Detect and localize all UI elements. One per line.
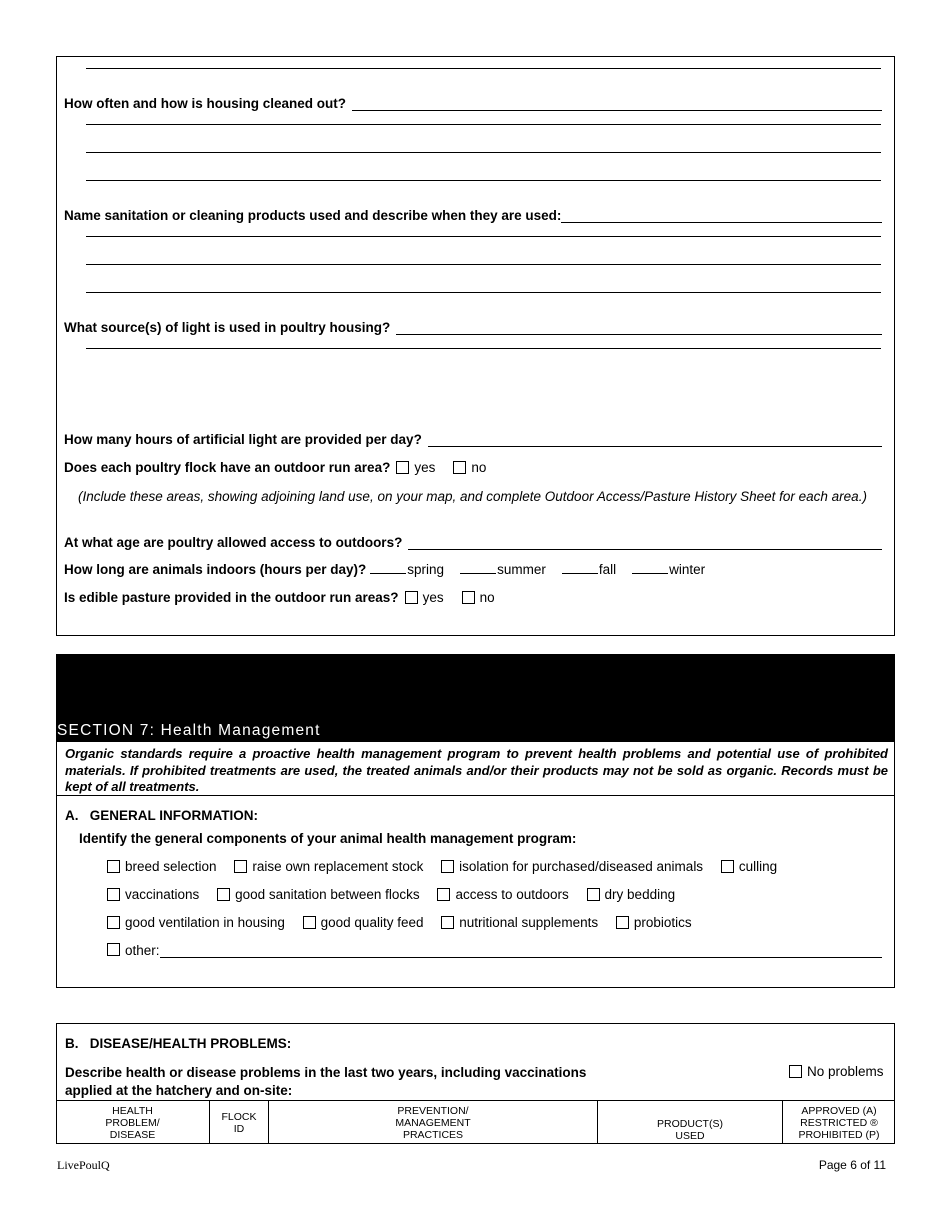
fall-hours-field[interactable] bbox=[562, 563, 598, 574]
no-problems-checkbox[interactable] bbox=[789, 1065, 802, 1078]
section-7-header bbox=[56, 654, 895, 742]
other-answer-line[interactable] bbox=[160, 945, 882, 958]
column-health-problem: HEALTH PROBLEM/ DISEASE bbox=[56, 1101, 210, 1144]
pasture-question: Is edible pasture provided in the outdoor run areas? yes no bbox=[64, 590, 495, 605]
cleaning-question: How often and how is housing cleaned out? bbox=[64, 96, 882, 111]
disease-table-header bbox=[56, 1100, 895, 1144]
answer-line[interactable] bbox=[86, 180, 881, 181]
indoors-question: How long are animals indoors (hours per day)? spring summer fall winter bbox=[64, 562, 706, 577]
other-checkbox[interactable] bbox=[107, 943, 120, 956]
answer-line[interactable] bbox=[86, 348, 881, 349]
answer-line[interactable] bbox=[86, 264, 881, 265]
sanitation-between-flocks-checkbox[interactable] bbox=[217, 888, 230, 901]
ventilation-checkbox[interactable] bbox=[107, 916, 120, 929]
column-products-used: PRODUCT(S) USED bbox=[598, 1101, 783, 1144]
page-number: Page 6 of 11 bbox=[818, 1158, 886, 1172]
age-outdoors-question: At what age are poultry allowed access to outdoors? bbox=[64, 535, 882, 550]
form-id: LivePoulQ bbox=[57, 1158, 110, 1172]
pasture-no-checkbox[interactable] bbox=[462, 591, 475, 604]
culling-checkbox[interactable] bbox=[721, 860, 734, 873]
pasture-yes-checkbox[interactable] bbox=[405, 591, 418, 604]
outdoor-run-yes-checkbox[interactable] bbox=[396, 461, 409, 474]
column-approval-status: APPROVED (A) RESTRICTED ® PROHIBITED (P) bbox=[798, 1104, 880, 1141]
sanitation-question: Name sanitation or cleaning products used and describe when they are used: bbox=[64, 208, 882, 223]
section-7-intro: Organic standards require a proactive health management program to prevent health problems and potential use of prohibited materials. If prohibited treatments are used, the treated animals and/or their products may not be sold as organic. Records must be kept of all treatments. bbox=[65, 746, 888, 794]
answer-line[interactable] bbox=[86, 236, 881, 237]
general-information-prompt: Identify the general components of your animal health management program: bbox=[79, 831, 577, 846]
components-row-other: other: bbox=[107, 943, 882, 958]
outdoor-run-no-checkbox[interactable] bbox=[453, 461, 466, 474]
nutritional-supplements-checkbox[interactable] bbox=[441, 916, 454, 929]
spring-hours-field[interactable] bbox=[370, 563, 406, 574]
light-hours-question: How many hours of artificial light are provided per day? bbox=[64, 432, 882, 447]
column-flock-id: FLOCK ID bbox=[210, 1101, 269, 1144]
no-problems-option: No problems bbox=[789, 1064, 884, 1079]
disease-problems-heading: B. DISEASE/HEALTH PROBLEMS: bbox=[65, 1036, 292, 1051]
answer-line[interactable] bbox=[86, 152, 881, 153]
summer-hours-field[interactable] bbox=[460, 563, 496, 574]
outdoor-run-question: Does each poultry flock have an outdoor run area? yes no bbox=[64, 460, 487, 475]
vaccinations-checkbox[interactable] bbox=[107, 888, 120, 901]
section-7-title: SECTION 7: Health Management bbox=[57, 722, 321, 739]
sanitation-answer-line[interactable] bbox=[561, 210, 882, 223]
components-row-1: breed selection raise own replacement stock isolation for purchased/diseased animals culling bbox=[107, 859, 791, 874]
components-row-2: vaccinations good sanitation between flocks access to outdoors dry bedding bbox=[107, 887, 689, 902]
dry-bedding-checkbox[interactable] bbox=[587, 888, 600, 901]
general-information-heading: A. GENERAL INFORMATION: bbox=[65, 808, 258, 823]
winter-hours-field[interactable] bbox=[632, 563, 668, 574]
components-row-3: good ventilation in housing good quality feed nutritional supplements probiotics bbox=[107, 915, 706, 930]
answer-line[interactable] bbox=[86, 68, 881, 69]
answer-line[interactable] bbox=[86, 292, 881, 293]
cleaning-answer-line[interactable] bbox=[352, 98, 882, 111]
replacement-stock-checkbox[interactable] bbox=[234, 860, 247, 873]
access-to-outdoors-checkbox[interactable] bbox=[437, 888, 450, 901]
isolation-checkbox[interactable] bbox=[441, 860, 454, 873]
light-hours-answer-line[interactable] bbox=[428, 434, 882, 447]
probiotics-checkbox[interactable] bbox=[616, 916, 629, 929]
answer-line[interactable] bbox=[86, 124, 881, 125]
age-outdoors-answer-line[interactable] bbox=[408, 537, 882, 550]
quality-feed-checkbox[interactable] bbox=[303, 916, 316, 929]
breed-selection-checkbox[interactable] bbox=[107, 860, 120, 873]
column-prevention: PREVENTION/ MANAGEMENT PRACTICES bbox=[269, 1101, 598, 1144]
disease-problems-prompt: Describe health or disease problems in the last two years, including vaccinations applied at the hatchery and on-site: bbox=[65, 1065, 587, 1098]
light-source-question: What source(s) of light is used in poultry housing? bbox=[64, 320, 882, 335]
light-source-answer-line[interactable] bbox=[396, 322, 882, 335]
outdoor-run-note: (Include these areas, showing adjoining land use, on your map, and complete Outdoor Access/Pasture History Sheet for each area.) bbox=[78, 489, 867, 504]
